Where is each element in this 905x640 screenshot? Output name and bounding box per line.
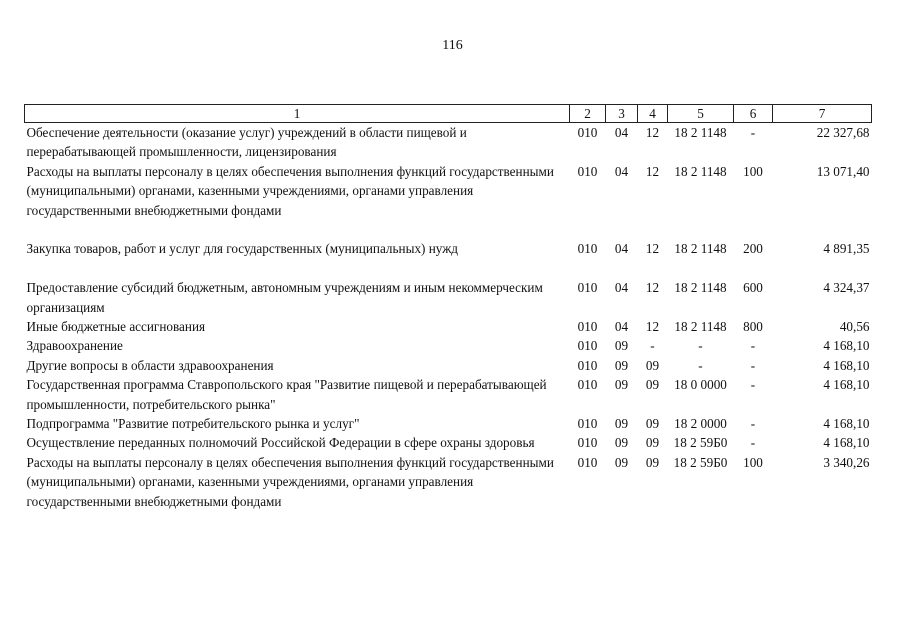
row-ministry: 010 <box>577 241 598 257</box>
row-ministry: 010 <box>577 319 598 335</box>
row-expense: 100 <box>743 163 763 179</box>
row-subsection: 12 <box>645 241 660 257</box>
row-amount: 4 168,10 <box>823 416 870 432</box>
row-name: Подпрограмма "Развитие потребительского рынка и услуг" <box>26 416 360 432</box>
row-subsection: 12 <box>645 280 660 296</box>
row-subsection: 09 <box>645 357 660 373</box>
row-ministry: 010 <box>577 280 598 296</box>
row-section: 04 <box>614 280 629 296</box>
column-header: 2 <box>570 105 606 123</box>
row-ministry: 010 <box>577 435 598 451</box>
row-name: Предоставление субсидий бюджетным, автономным учреждениям и иным некоммерческим организациям <box>26 280 543 315</box>
row-expense: 800 <box>743 319 763 335</box>
row-amount: 40,56 <box>839 319 870 335</box>
row-amount: 4 168,10 <box>823 357 870 373</box>
row-name: Осуществление переданных полномочий Российской Федерации в сфере охраны здоровья <box>26 435 535 451</box>
row-expense: 600 <box>743 280 763 296</box>
row-ministry: 010 <box>577 377 598 393</box>
header-row <box>25 105 872 123</box>
row-subsection: 09 <box>645 454 660 470</box>
row-name: Государственная программа Ставропольского края "Развитие пищевой и перерабатывающей промышленности, потребительского рынка" <box>26 377 547 412</box>
row-section: 04 <box>614 319 629 335</box>
row-name: Расходы на выплаты персоналу в целях обеспечения выполнения функций государственными (муниципальными) органами, казенными учреждениями, органами управления государственными внебюджетными фондами <box>26 454 554 509</box>
row-amount: 4 168,10 <box>823 435 870 451</box>
row-subsection: 09 <box>645 416 660 432</box>
budget-table <box>24 104 872 511</box>
column-header: 1 <box>25 105 570 123</box>
row-amount: 4 891,35 <box>823 241 870 257</box>
table-row <box>25 414 872 433</box>
row-section: 04 <box>614 163 629 179</box>
row-target: 18 2 1148 <box>674 319 727 335</box>
row-expense: - <box>750 416 756 432</box>
row-section: 09 <box>614 435 629 451</box>
row-expense: - <box>750 125 756 140</box>
row-subsection: 09 <box>645 435 660 451</box>
row-name: Другие вопросы в области здравоохранения <box>26 357 274 373</box>
row-expense: 100 <box>743 454 763 470</box>
row-target: 18 0 0000 <box>674 377 727 393</box>
row-amount: 4 324,37 <box>823 280 870 296</box>
row-subsection: 12 <box>645 319 660 335</box>
row-ministry: 010 <box>577 454 598 470</box>
row-ministry: 010 <box>577 416 598 432</box>
row-section: 04 <box>614 125 629 140</box>
table-row <box>25 239 872 278</box>
row-target: - <box>698 338 703 354</box>
row-section: 09 <box>614 416 629 432</box>
row-amount: 13 071,40 <box>816 163 870 179</box>
row-expense: - <box>750 357 756 373</box>
row-amount: 22 327,68 <box>816 125 870 140</box>
row-target: 18 2 59Б0 <box>673 454 728 470</box>
row-name: Закупка товаров, работ и услуг для государственных (муниципальных) нужд <box>26 241 459 257</box>
row-subsection: 09 <box>645 377 660 393</box>
row-ministry: 010 <box>577 163 598 179</box>
table-row <box>25 356 872 375</box>
row-section: 09 <box>614 357 629 373</box>
table-row <box>25 375 872 414</box>
row-section: 09 <box>614 377 629 393</box>
table-row <box>25 162 872 240</box>
row-amount: 4 168,10 <box>823 377 870 393</box>
row-subsection: - <box>650 338 655 354</box>
column-header: 3 <box>606 105 638 123</box>
row-section: 09 <box>614 454 629 470</box>
row-name: Расходы на выплаты персоналу в целях обеспечения выполнения функций государственными (муниципальными) органами, казенными учреждениями, органами управления государственными внебюджетными фондами <box>26 163 554 218</box>
table-row <box>25 278 872 317</box>
table-row <box>25 433 872 452</box>
row-name: Здравоохранение <box>26 338 123 354</box>
row-expense: - <box>750 435 756 451</box>
row-name: Обеспечение деятельности (оказание услуг) учреждений в области пищевой и перерабатывающей промышленности, лицензирования <box>26 125 467 160</box>
column-header: 6 <box>734 105 773 123</box>
row-expense: - <box>750 377 756 393</box>
table-row <box>25 453 872 511</box>
column-header: 4 <box>638 105 668 123</box>
row-subsection: 12 <box>645 163 660 179</box>
page-number: 116 <box>442 38 463 53</box>
column-header: 7 <box>773 105 872 123</box>
row-subsection: 12 <box>645 125 660 140</box>
row-target: 18 2 1148 <box>674 241 727 257</box>
table-row <box>25 317 872 336</box>
row-amount: 3 340,26 <box>823 454 870 470</box>
column-header: 5 <box>668 105 734 123</box>
row-expense: 200 <box>743 241 763 257</box>
row-target: - <box>698 357 703 373</box>
row-target: 18 2 1148 <box>674 125 727 140</box>
row-expense: - <box>750 338 756 354</box>
row-section: 09 <box>614 338 629 354</box>
row-target: 18 2 59Б0 <box>673 435 728 451</box>
row-name: Иные бюджетные ассигнования <box>26 319 206 335</box>
row-ministry: 010 <box>577 338 598 354</box>
table-row <box>25 123 872 162</box>
row-amount: 4 168,10 <box>823 338 870 354</box>
row-ministry: 010 <box>577 357 598 373</box>
row-target: 18 2 1148 <box>674 163 727 179</box>
row-target: 18 2 0000 <box>674 416 727 432</box>
row-target: 18 2 1148 <box>674 280 727 296</box>
row-section: 04 <box>614 241 629 257</box>
row-ministry: 010 <box>577 125 598 140</box>
table-row <box>25 336 872 355</box>
